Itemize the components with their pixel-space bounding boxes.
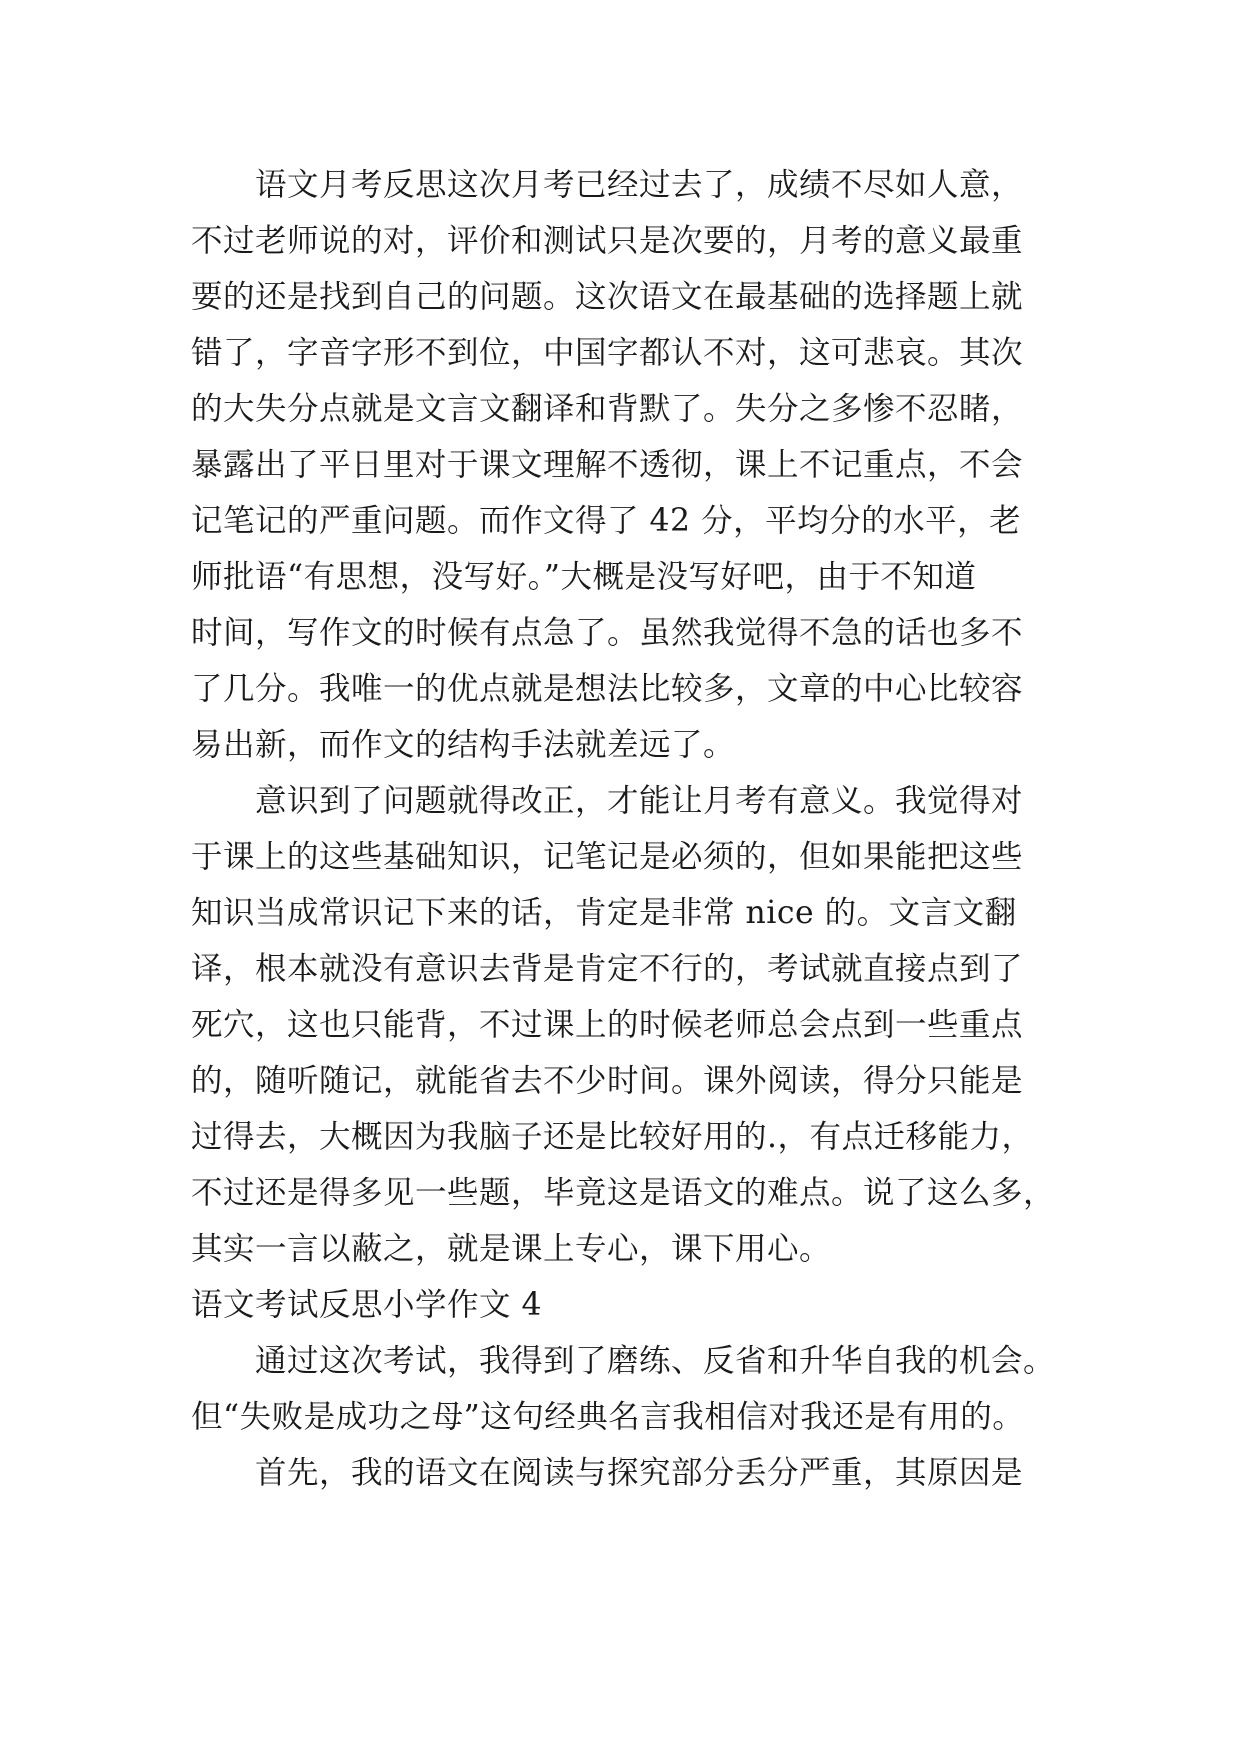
text-line: 其实一言以蔽之，就是课上专心，课下用心。 (191, 1231, 832, 1267)
text-line: 记笔记的严重问题。而作文得了 42 分，平均分的水平，老 (191, 503, 1022, 539)
text-line: 师批语“有思想，没写好。”大概是没写好吧，由于不知道 (191, 559, 977, 595)
text-line: 时间，写作文的时候有点急了。虽然我觉得不急的话也多不 (191, 615, 1024, 651)
text-line: 译，根本就没有意识去背是肯定不行的，考试就直接点到了 (191, 951, 1024, 987)
text-line: 通过这次考试，我得到了磨练、反省和升华自我的机会。 (255, 1343, 1056, 1379)
text-line: 错了，字音字形不到位，中国字都认不对，这可悲哀。其次 (191, 335, 1024, 371)
text-line: 易出新，而作文的结构手法就差远了。 (191, 727, 736, 763)
text-line: 不过老师说的对，评价和测试只是次要的，月考的意义最重 (191, 223, 1024, 259)
text-line: 知识当成常识记下来的话，肯定是非常 nice 的。文言文翻 (191, 895, 1017, 931)
text-line: 于课上的这些基础知识，记笔记是必须的，但如果能把这些 (191, 839, 1024, 875)
text-line: 的大失分点就是文言文翻译和背默了。失分之多惨不忍睹， (191, 391, 1024, 427)
section-heading: 语文考试反思小学作文 4 (191, 1287, 543, 1323)
text-line: 首先，我的语文在阅读与探究部分丢分严重，其原因是 (255, 1455, 1024, 1491)
text-line: 的，随听随记，就能省去不少时间。课外阅读，得分只能是 (191, 1063, 1024, 1099)
text-line: 意识到了问题就得改正，才能让月考有意义。我觉得对 (255, 783, 1024, 819)
text-line: 语文月考反思这次月考已经过去了，成绩不尽如人意， (255, 167, 1024, 203)
text-line: 但“失败是成功之母”这句经典名言我相信对我还是有用的。 (191, 1399, 1025, 1435)
text-line: 不过还是得多见一些题，毕竟这是语文的难点。说了这么多， (191, 1175, 1056, 1211)
text-line: 过得去，大概因为我脑子还是比较好用的.，有点迁移能力， (191, 1119, 1034, 1155)
text-line: 死穴，这也只能背，不过课上的时候老师总会点到一些重点 (191, 1007, 1024, 1043)
text-line: 暴露出了平日里对于课文理解不透彻，课上不记重点，不会 (191, 447, 1024, 483)
text-line: 了几分。我唯一的优点就是想法比较多，文章的中心比较容 (191, 671, 1024, 707)
text-line: 要的还是找到自己的问题。这次语文在最基础的选择题上就 (191, 279, 1024, 315)
